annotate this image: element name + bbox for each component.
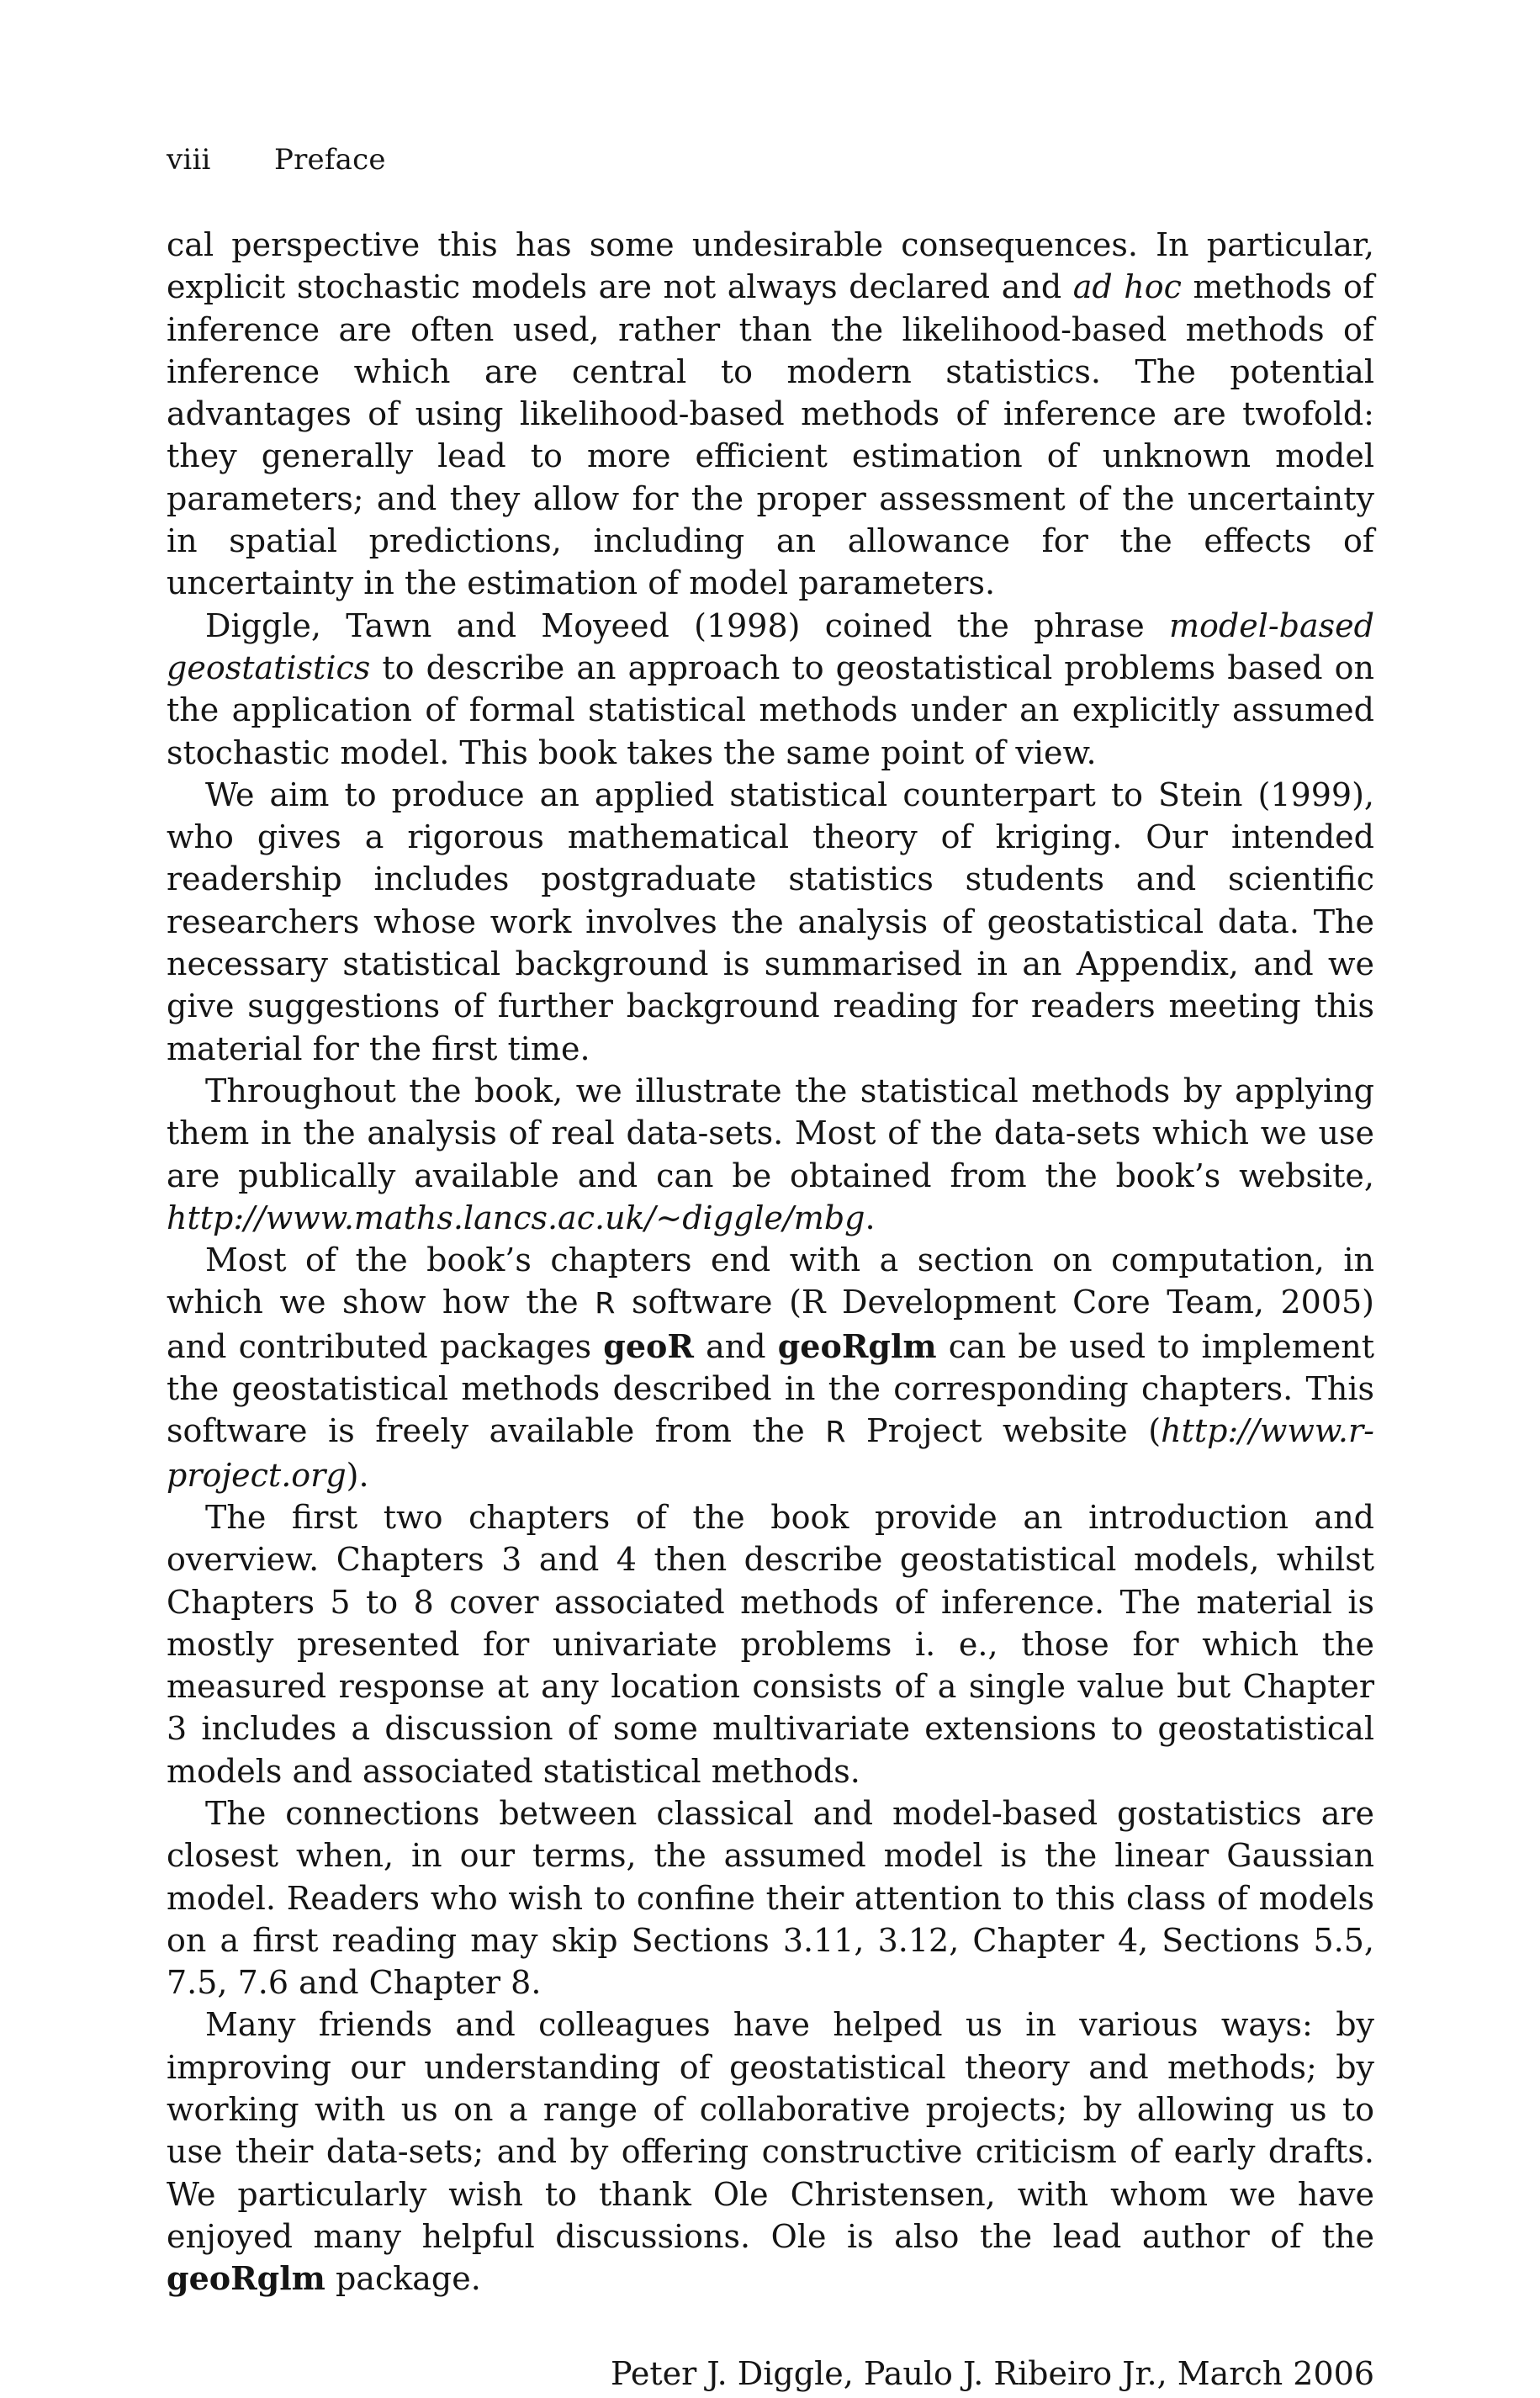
paragraph-1: [167, 224, 1374, 605]
text-run: methods of inference are often used, rather than the likelihood-based methods of inference which are central to modern statistics. The potential advantages of using likelihood-based methods of inference are twofold: they generally lead to more efficient estimation of unknown model parameters; and they allow for the proper assessment of the uncertainty in spatial predictions, including an allowance for the effects of uncertainty in the estimation of model parameters.: [167, 268, 1374, 602]
package-name-georglm: geoRglm: [167, 2259, 325, 2298]
paragraph-7: The connections between classical and model-based gostatistics are closest when, in our terms, the assumed model is the linear Gaussian model. Readers who wish to confine their attention to this class of models on a first reading may skip Sections 3.11, 3.12, Chapter 4, Sections 5.5, 7.5, 7.6 and Chapter 8.: [167, 1794, 1374, 2002]
page-number: viii: [167, 143, 211, 177]
paragraph-2: [167, 605, 1374, 774]
book-website-link[interactable]: http://www.maths.lancs.ac.uk/∼diggle/mbg: [167, 1199, 865, 1236]
paragraph-4: [167, 1070, 1374, 1239]
paragraph-5: [167, 1239, 1374, 1496]
paragraph-8: [167, 2004, 1374, 2300]
text-run: package.: [325, 2260, 481, 2298]
package-name-geor: geoR: [603, 1326, 694, 1365]
text-run: Project website (: [845, 1412, 1162, 1450]
text-run: Throughout the book, we illustrate the statistical methods by applying them in the analysis of real data-sets. Most of the data-sets which we use are publically available and can be obtained from the book’s website,: [167, 1072, 1374, 1194]
italic-term-model-based-geostatistics: model-based geostatistics: [167, 606, 1374, 686]
text-run: Diggle, Tawn and Moyeed (1998) coined the phrase: [205, 606, 1169, 644]
text-run: .: [865, 1199, 876, 1236]
paragraph-3: We aim to produce an applied statistical counterpart to Stein (1999), who gives a rigorous mathematical theory of kriging. Our intended readership includes postgraduate statistics students and scientific researchers whose work involves the analysis of geostatistical data. The necessary statistical background is summarised in an Appendix, and we give suggestions of further background reading for readers meeting this material for the first time.: [167, 776, 1374, 1067]
italic-term-ad-hoc: ad hoc: [1072, 268, 1182, 306]
paragraph-6: The first two chapters of the book provide an introduction and overview. Chapters 3 and 4 then describe geostatistical models, whilst Chapters 5 to 8 cover associated methods of inference. The material is mostly presented for univariate problems i. e., those for which the measured response at any location consists of a single value but Chapter 3 includes a discussion of some multivariate extensions to geostatistical models and associated statistical methods.: [167, 1498, 1374, 1790]
text-run: ).: [346, 1456, 369, 1494]
text-run: to describe an approach to geostatistical problems based on the application of formal statistical methods under an explicitly assumed stochastic model. This book takes the same point of view.: [167, 648, 1374, 771]
text-run: cal perspective this has some undesirable consequences. In particular, explicit stochastic models are not always declared and: [167, 226, 1374, 306]
running-head: [167, 143, 1374, 177]
package-name-georglm: geoRglm: [777, 1326, 937, 1365]
r-software-name: R: [825, 1416, 846, 1450]
r-software-name: R: [595, 1287, 616, 1321]
text-run: software (R Development Core Team, 2005) and contributed packages: [167, 1284, 1374, 1365]
author-signature: Peter J. Diggle, Paulo J. Ribeiro Jr., March 2006: [611, 2354, 1374, 2392]
text-run: can be used to implement the geostatistical methods described in the corresponding chapters. This software is freely available from the: [167, 1327, 1374, 1450]
section-title: Preface: [274, 143, 386, 177]
r-project-link[interactable]: http://www.r-project.org: [167, 1412, 1374, 1494]
text-run: and: [693, 1327, 778, 1365]
text-run: Many friends and colleagues have helped us in various ways: by improving our understanding of geostatistical theory and methods; by working with us on a range of collaborative projects; by allowing us to use their data-sets; and by offering constructive criticism of early drafts. We particularly wish to thank Ole Christensen, with whom we have enjoyed many helpful discussions. Ole is also the lead author of the: [167, 2006, 1374, 2255]
page: [167, 143, 1374, 2395]
text-run: Most of the book’s chapters end with a section on computation, in which we show how the: [167, 1241, 1374, 1321]
